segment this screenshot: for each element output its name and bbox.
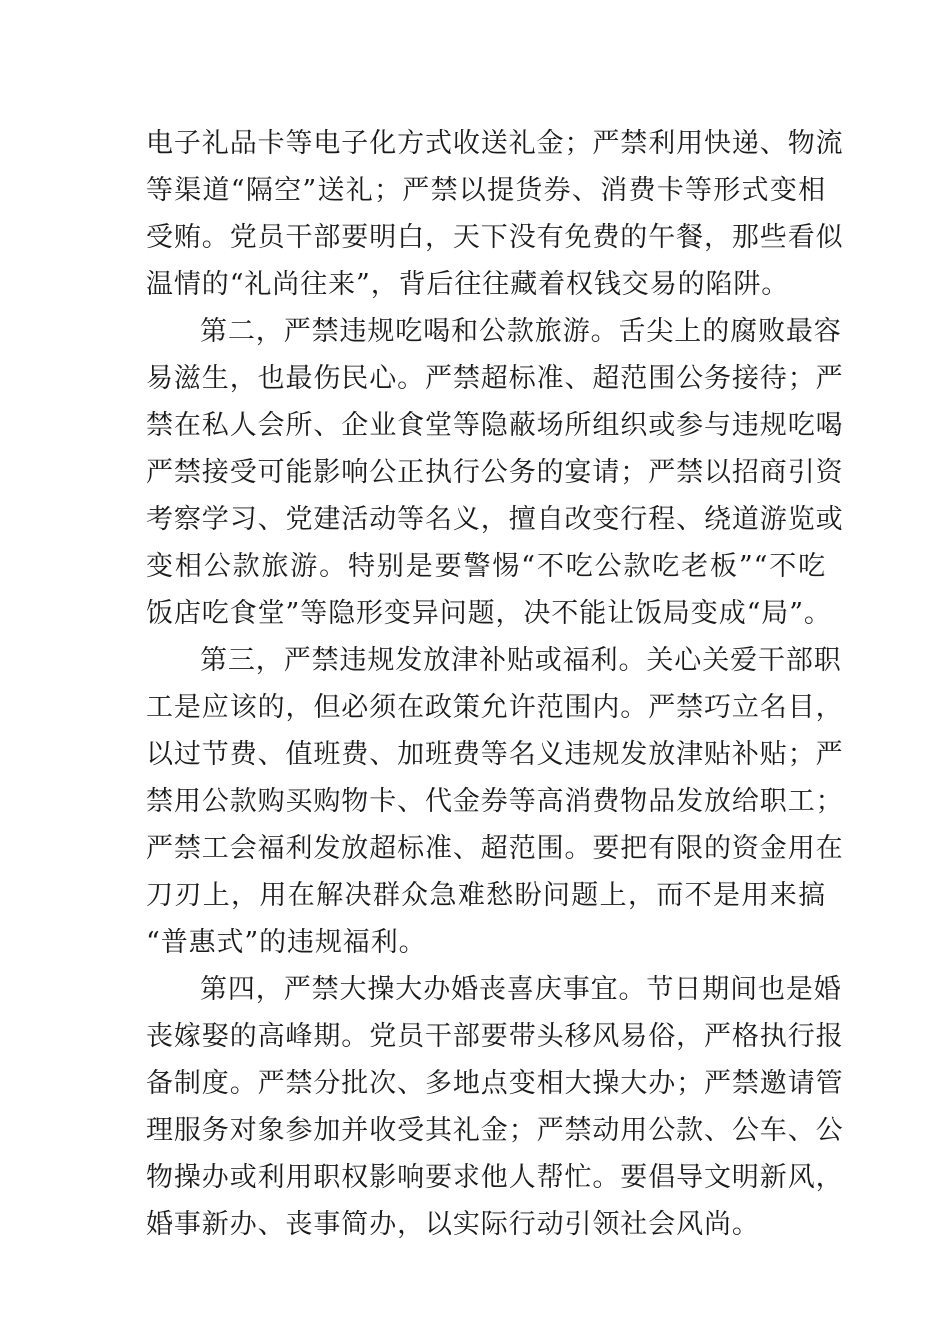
text-line: 刀刃上，用在解决群众急难愁盼问题上，而不是用来搞	[146, 880, 826, 911]
text-line: 以过节费、值班费、加班费等名义违规发放津贴补贴；严	[146, 739, 844, 770]
paragraph-heading-line: 第四，严禁大操大办婚丧喜庆事宜。节日期间也是婚	[200, 974, 842, 1005]
text-line: 电子礼品卡等电子化方式收送礼金；严禁利用快递、物流	[146, 128, 844, 159]
text-line: 饭店吃食堂”等隐形变异问题，决不能让饭局变成“局”。	[146, 598, 832, 629]
body-text	[146, 120, 844, 1248]
text-line: 考察学习、党建活动等名义，擅自改变行程、绕道游览或	[146, 504, 844, 535]
text-line: 严禁工会福利发放超标准、超范围。要把有限的资金用在	[146, 833, 844, 864]
text-line: “普惠式”的违规福利。	[146, 927, 427, 958]
text-line: 等渠道“隔空”送礼；严禁以提货券、消费卡等形式变相	[146, 175, 826, 206]
paragraph-heading-line: 第三，严禁违规发放津补贴或福利。关心关爱干部职	[200, 645, 842, 676]
text-line: 工是应该的，但必须在政策允许范围内。严禁巧立名目，	[146, 692, 844, 723]
text-line: 丧嫁娶的高峰期。党员干部要带头移风易俗，严格执行报	[146, 1021, 844, 1052]
text-line: 婚事新办、丧事简办，以实际行动引领社会风尚。	[146, 1209, 760, 1240]
text-line: 物操办或利用职权影响要求他人帮忙。要倡导文明新风，	[146, 1162, 844, 1193]
text-line: 易滋生，也最伤民心。严禁超标准、超范围公务接待；严	[146, 363, 844, 394]
text-line: 温情的“礼尚往来”，背后往往藏着权钱交易的陷阱。	[146, 269, 790, 300]
text-line: 理服务对象参加并收受其礼金；严禁动用公款、公车、公	[146, 1115, 844, 1146]
text-line: 变相公款旅游。特别是要警惕“不吃公款吃老板”“不吃	[146, 551, 826, 582]
text-line: 受贿。党员干部要明白，天下没有免费的午餐，那些看似	[146, 222, 844, 253]
text-line: 禁在私人会所、企业食堂等隐蔽场所组织或参与违规吃喝	[146, 410, 844, 441]
text-line: 严禁接受可能影响公正执行公务的宴请；严禁以招商引资	[146, 457, 844, 488]
paragraph-heading-line: 第二，严禁违规吃喝和公款旅游。舌尖上的腐败最容	[200, 316, 842, 347]
text-line: 禁用公款购买购物卡、代金券等高消费物品发放给职工；	[146, 786, 844, 817]
text-line: 备制度。严禁分批次、多地点变相大操大办；严禁邀请管	[146, 1068, 844, 1099]
